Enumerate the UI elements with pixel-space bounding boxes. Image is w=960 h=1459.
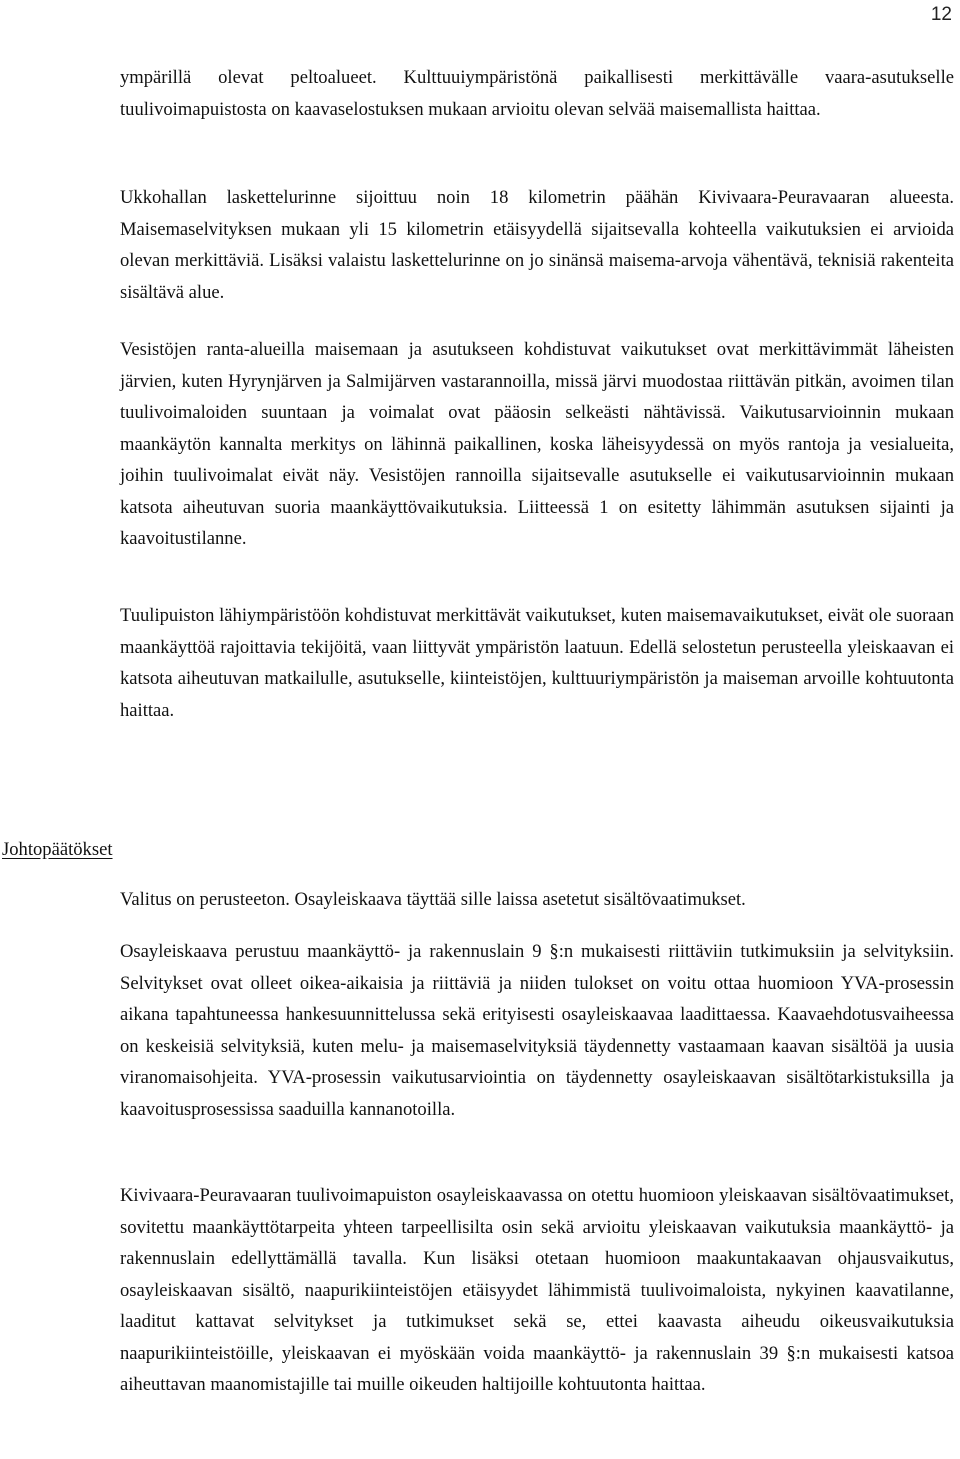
conclusion-paragraph: Valitus on perusteeton. Osayleiskaava täyttää sille laissa asetetut sisältövaatimukset. — [120, 889, 746, 910]
section-heading-conclusions: Johtopäätökset — [2, 839, 113, 860]
conclusion-paragraph: Kivivaara-Peuravaaran tuulivoimapuiston osayleiskaavassa on otettu huomioon yleiskaavan sisältövaatimukset, sovitettu maankäyttötarpeita yhteen tarpeellisilta osin sekä arvioitu yleiskaavan vaikutuksia maankäyttö- ja rakennuslain edellyttämällä tavalla. Kun lisäksi otetaan huomioon maakuntakaavan ohjausvaikutus, osayleiskaavan sisältö, naapurikiinteistöjen etäisyydet lähimmistä tuulivoimaloista, nykyinen kaavatilanne, laaditut kattavat selvitykset ja tutkimukset sekä se, ettei kaavasta aiheudu oikeusvaikutuksia naapurikiinteistöille, yleiskaavan ei myöskään voida maankäyttö- ja rakennuslain 39 §:n mukaisesti katsoa aiheuttavan maanomistajille tai muille oikeuden haltijoille kohtuutonta haittaa. — [120, 1185, 954, 1395]
body-paragraph: Tuulipuiston lähiympäristöön kohdistuvat merkittävät vaikutukset, kuten maisemavaikutukset, eivät ole suoraan maankäyttöä rajoittavia tekijöitä, vaan liittyvät ympäristön laatuun. Edellä selostetun perusteella yleiskaavan ei katsota aiheutuvan matkailulle, asutukselle, kiinteistöjen, kulttuuriympäristön ja maiseman arvoille kohtuutonta haittaa. — [120, 605, 954, 721]
body-paragraph: ympärillä olevat peltoalueet. Kulttuuiympäristönä paikallisesti merkittävälle vaara-asutukselle tuulivoimapuistosta on kaavaselostuksen mukaan arvioitu olevan selvää maisemallista haittaa. — [120, 67, 954, 120]
body-paragraph: Ukkohallan laskettelurinne sijoittuu noin 18 kilometrin päähän Kivivaara-Peuravaaran alueesta. Maisemaselvityksen mukaan yli 15 kilometrin etäisyydellä sijaitsevalla kohteella vaikutuksien ei arvioida olevan merkittäviä. Lisäksi valaistu laskettelurinne on jo sinänsä maisema-arvoja vähentävä, teknisiä rakenteita sisältävä alue. — [120, 187, 954, 303]
conclusion-paragraph: Osayleiskaava perustuu maankäyttö- ja rakennuslain 9 §:n mukaisesti riittäviin tutkimuksiin ja selvityksiin. Selvitykset ovat olleet oikea-aikaisia ja riittäviä ja niiden tulokset on voitu ottaa huomioon YVA-prosessin aikana tapahtuneessa hankesuunnittelussa sekä erityisesti osayleiskaavaa laadittaessa. Kaavaehdotusvaiheessa on keskeisiä selvityksiä, kuten melu- ja maisemaselvityksiä täydennetty vastaamaan kaavan sisältöä ja uusia viranomaisohjeita. YVA-prosessin vaikutusarviointia on täydennetty osayleiskaavan sisältötarkistuksilla ja kaavoitusprosessissa saaduilla kannanotoilla. — [120, 941, 954, 1120]
page-number: 12 — [930, 4, 952, 25]
body-paragraph: Vesistöjen ranta-alueilla maisemaan ja asutukseen kohdistuvat vaikutukset ovat merkittävimmät läheisten järvien, kuten Hyrynjärven ja Salmijärven vastarannoilla, missä järvi muodostaa riittävän pitkän, avoimen tilan tuulivoimaloiden suuntaan ja voimalat ovat pääosin selkeästi nähtävissä. Vaikutusarvioinnin mukaan maankäytön kannalta merkitys on lähinnä paikallinen, koska läheisyydessä on myös rantoja ja vesialueita, joihin tuulivoimalat eivät näy. Vesistöjen rannoilla sijaitsevalle asutukselle ei vaikutusarvioinnin mukaan katsota aiheutuvan suoria maankäyttövaikutuksia. Liitteessä 1 on esitetty lähimmän asutuksen sijainti ja kaavoitustilanne. — [120, 339, 954, 549]
